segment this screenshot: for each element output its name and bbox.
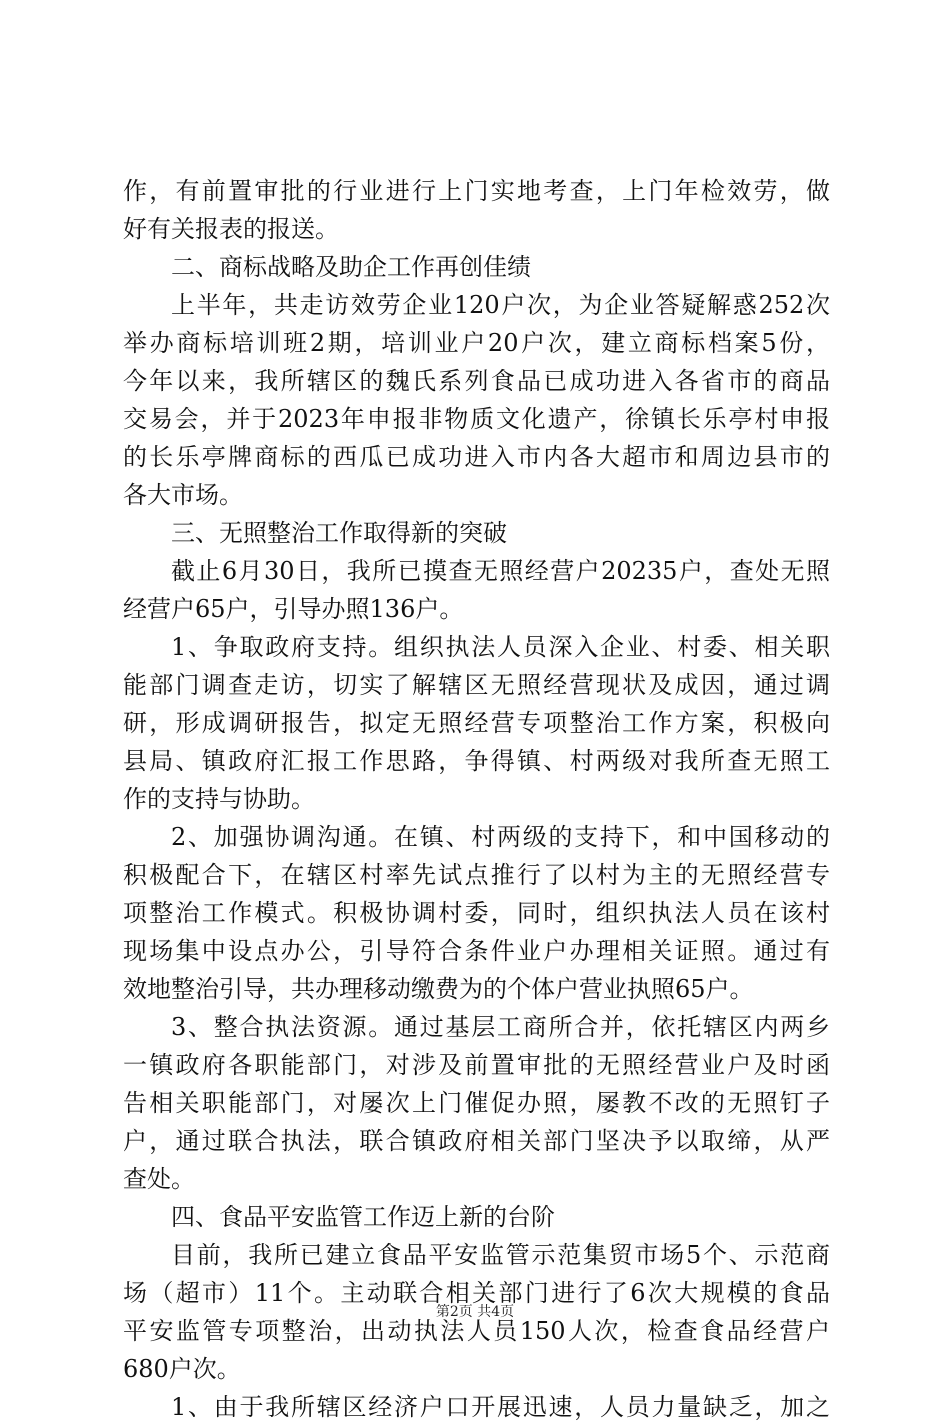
text-line: 研，形成调研报告，拟定无照经营专项整治工作方案，积极向: [123, 709, 830, 737]
text-line: 交易会，并于2023年申报非物质文化遗产，徐镇长乐亭村申报: [123, 405, 830, 433]
text-line: 各大市场。: [123, 481, 243, 509]
text-line: 场（超市）11个。主动联合相关部门进行了6次大规模的食品: [123, 1279, 830, 1307]
text-line: 查处。: [123, 1165, 195, 1193]
text-line: 3、整合执法资源。通过基层工商所合并，依托辖区内两乡: [171, 1013, 830, 1041]
text-line: 项整治工作模式。积极协调村委，同时，组织执法人员在该村: [123, 899, 830, 927]
text-line: 好有关报表的报送。: [123, 215, 339, 243]
text-line: 上半年，共走访效劳企业120户次，为企业答疑解惑252次: [171, 291, 830, 319]
text-line: 户，通过联合执法，联合镇政府相关部门坚决予以取缔，从严: [123, 1127, 830, 1155]
text-line: 三、无照整治工作取得新的突破: [171, 519, 507, 547]
text-line: 的长乐亭牌商标的西瓜已成功进入市内各大超市和周边县市的: [123, 443, 830, 471]
text-line: 平安监管专项整治，出动执法人员150人次，检查食品经营户: [123, 1317, 830, 1345]
text-line: 二、商标战略及助企工作再创佳绩: [171, 253, 531, 281]
text-line: 作的支持与协助。: [123, 785, 315, 813]
text-line: 1、争取政府支持。组织执法人员深入企业、村委、相关职: [171, 633, 830, 661]
text-line: 能部门调查走访，切实了解辖区无照经营现状及成因，通过调: [123, 671, 830, 699]
text-line: 积极配合下，在辖区村率先试点推行了以村为主的无照经营专: [123, 861, 830, 889]
text-line: 截止6月30日，我所已摸查无照经营户20235户，查处无照: [171, 557, 830, 585]
text-line: 一镇政府各职能部门，对涉及前置审批的无照经营业户及时函: [123, 1051, 830, 1079]
text-line: 告相关职能部门，对屡次上门催促办照，屡教不改的无照钉子: [123, 1089, 830, 1117]
page-footer: 第2页 共4页: [435, 1304, 515, 1320]
text-line: 目前，我所已建立食品平安监管示范集贸市场5个、示范商: [171, 1241, 830, 1269]
text-line: 作，有前置审批的行业进行上门实地考查，上门年检效劳，做: [123, 177, 830, 205]
text-line: 2、加强协调沟通。在镇、村两级的支持下，和中国移动的: [171, 823, 830, 851]
text-line: 举办商标培训班2期，培训业户20户次，建立商标档案5份，: [123, 329, 830, 357]
text-line: 680户次。: [123, 1355, 241, 1383]
text-line: 效地整治引导，共办理移动缴费为的个体户营业执照65户。: [123, 975, 754, 1003]
text-line: 县局、镇政府汇报工作思路，争得镇、村两级对我所查无照工: [123, 747, 830, 775]
text-line: 1、由于我所辖区经济户口开展迅速，人员力量缺乏，加之: [171, 1393, 830, 1421]
text-line: 经营户65户，引导办照136户。: [123, 595, 464, 623]
text-line: 现场集中设点办公，引导符合条件业户办理相关证照。通过有: [123, 937, 830, 965]
text-line: 今年以来，我所辖区的魏氏系列食品已成功进入各省市的商品: [123, 367, 830, 395]
text-line: 四、食品平安监管工作迈上新的台阶: [171, 1203, 555, 1231]
document-body: [123, 172, 830, 1426]
